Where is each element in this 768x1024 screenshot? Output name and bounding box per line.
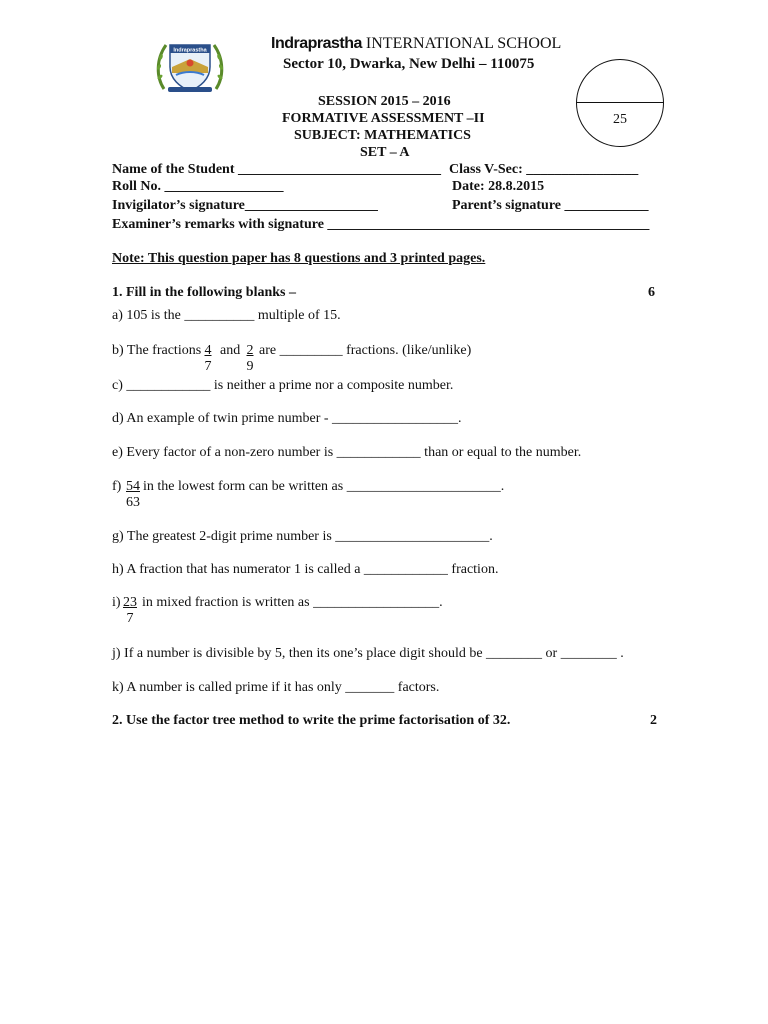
numerator: 54 — [126, 479, 140, 494]
logo-text: Indraprastha — [173, 47, 207, 54]
marks-circle-divider — [576, 102, 664, 103]
q1-i-post: in mixed fraction is written as __________________. — [142, 595, 443, 610]
q1-c: c) ____________ is neither a prime nor a composite number. — [112, 378, 454, 393]
q1-f-fraction — [124, 479, 142, 511]
numerator: 23 — [123, 595, 137, 610]
assessment-line: FORMATIVE ASSESSMENT –II — [282, 111, 485, 126]
q1-j: j) If a number is divisible by 5, then its one’s place digit should be ________ or ________ . — [112, 646, 624, 661]
numerator: 4 — [204, 343, 212, 358]
denominator: 7 — [204, 359, 212, 374]
q1-i-fraction — [121, 595, 139, 627]
set-line: SET – A — [360, 145, 410, 160]
student-name-field: Name of the Student _____________________________ — [112, 162, 441, 177]
q1-i-pre: i) — [112, 595, 121, 610]
school-name-rest: INTERNATIONAL SCHOOL — [365, 35, 562, 52]
q1-b-pre: b) The fractions — [112, 343, 202, 358]
examiner-remarks-field: Examiner’s remarks with signature ______________________________________________ — [112, 217, 650, 232]
q1-f-pre: f) — [112, 479, 122, 494]
q1-b-post: are _________ fractions. (like/unlike) — [259, 343, 472, 358]
max-marks: 25 — [613, 112, 627, 127]
denominator: 7 — [126, 611, 134, 626]
roll-no-field: Roll No. _________________ — [112, 179, 284, 194]
q2-marks: 2 — [650, 713, 657, 728]
school-name — [271, 35, 561, 53]
marks-circle — [576, 59, 664, 147]
q1-e: e) Every factor of a non-zero number is ____________ than or equal to the number. — [112, 445, 582, 460]
q1-marks: 6 — [648, 285, 655, 300]
q1-title: 1. Fill in the following blanks – — [112, 285, 296, 300]
invigilator-field: Invigilator’s signature___________________ — [112, 198, 378, 213]
q1-b-fraction-2 — [244, 343, 256, 375]
q1-h: h) A fraction that has numerator 1 is called a ____________ fraction. — [112, 562, 499, 577]
denominator: 63 — [126, 495, 140, 510]
school-name-script: Indraprastha — [271, 35, 362, 52]
q1-b-fraction-1 — [202, 343, 214, 375]
note: Note: This question paper has 8 questions and 3 printed pages. — [112, 251, 486, 266]
class-sec-field: Class V-Sec: ________________ — [449, 162, 639, 177]
q1-g: g) The greatest 2-digit prime number is ______________________. — [112, 529, 493, 544]
school-logo — [154, 37, 226, 95]
parent-signature-field: Parent’s signature ____________ — [452, 198, 649, 213]
q1-a: a) 105 is the __________ multiple of 15. — [112, 308, 341, 323]
subject-line: SUBJECT: MATHEMATICS — [294, 128, 471, 143]
q1-k: k) A number is called prime if it has only _______ factors. — [112, 680, 440, 695]
denominator: 9 — [246, 359, 254, 374]
q1-b-and: and — [220, 343, 241, 358]
q1-f-post: in the lowest form can be written as ______________________. — [143, 479, 505, 494]
session-line: SESSION 2015 – 2016 — [318, 94, 451, 109]
date-field: Date: 28.8.2015 — [452, 179, 545, 194]
q1-d: d) An example of twin prime number - __________________. — [112, 411, 462, 426]
q2-title: 2. Use the factor tree method to write the prime factorisation of 32. — [112, 713, 511, 728]
numerator: 2 — [246, 343, 254, 358]
school-address: Sector 10, Dwarka, New Delhi – 110075 — [283, 56, 535, 72]
